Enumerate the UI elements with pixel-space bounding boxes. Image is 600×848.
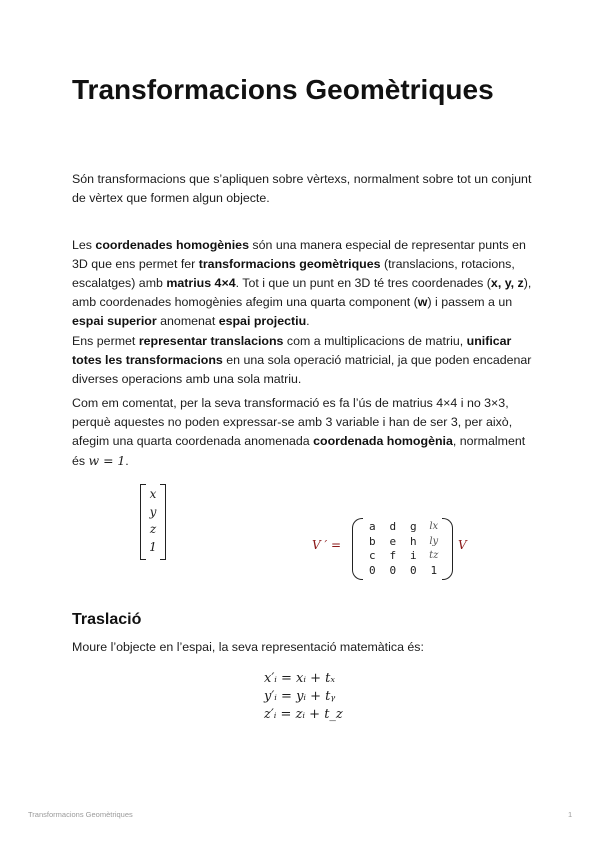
vector-cell: x — [149, 487, 157, 501]
paragraph-4x4: Com em comentat, per la seva transformació es fa l’ús de matrius 4×4 i no 3×3, perquè aquestes no poden expressar-se amb 3 variable i han de ser 3, per això, afegim una quarta coordenada anomenada coordenada homogènia, normalment és w = 1. — [72, 396, 526, 468]
equation-y: y′ᵢ = yᵢ + tᵧ — [264, 689, 336, 704]
equation-x: x′ᵢ = xᵢ + tₓ — [264, 671, 335, 686]
intro-paragraph: Són transformacions que s’apliquen sobre vèrtexs, normalment sobre tot un conjunt de vèrtex que formen algun objecte. — [72, 172, 532, 205]
paragraph-translations: Ens permet representar translacions com a multiplicacions de matriu, unificar totes les transformacions en una sola operació matricial, ja que poden encadenar diverses operacions amb una sola matriu. — [72, 334, 532, 386]
transform-matrix-equation — [312, 516, 477, 580]
page-title: Transformacions Geomètriques — [72, 74, 494, 105]
equation-z: z′ᵢ = zᵢ + t_z — [264, 707, 343, 722]
footer-page-number: 1 — [568, 810, 573, 819]
paragraph-homogeneous: Les coordenades homogènies són una manera especial de representar punts en 3D que ens permet fer transformacions geomètriques (translacions, rotacions, escalatges) amb matrius 4×4. Tot i que un punt en 3D té tres coordenades (x, y, z), amb coordenades homogènies afegim una quarta component (w) i passem a un espai superior anomenat espai projectiu. — [72, 238, 532, 328]
translation-equations — [264, 670, 343, 724]
traslacio-text: Moure l’objecte en l’espai, la seva representació matemàtica és: — [72, 640, 424, 654]
section-heading-traslacio: Traslació — [72, 611, 142, 628]
vector-cell: z — [149, 522, 157, 536]
matrix-lhs: V ′ = — [312, 538, 342, 552]
vector-cell: y — [149, 504, 157, 519]
transform-matrix: a d g lx b e h ly c f i tz 0 0 0 1 — [368, 520, 439, 577]
vector-cell: 1 — [149, 539, 157, 554]
matrix-rhs: V — [458, 538, 467, 552]
homogeneous-vector — [140, 484, 166, 558]
footer-title: Transformacions Geomètriques — [28, 810, 133, 819]
